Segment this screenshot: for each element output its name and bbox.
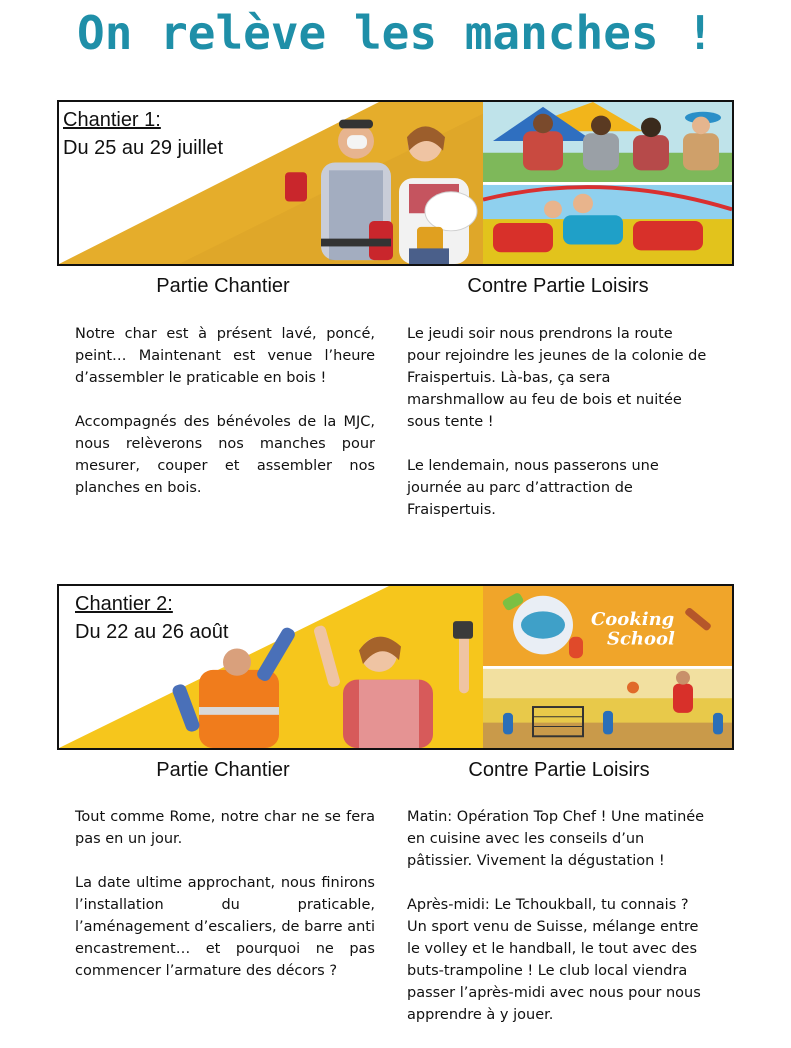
chantier2-heading bbox=[75, 590, 228, 646]
page-title: On relève les manches ! bbox=[77, 6, 714, 60]
chantier1-name: Chantier 1: bbox=[63, 109, 161, 131]
chantier1-leisure-photos bbox=[483, 102, 732, 264]
chantier1-left-title: Partie Chantier bbox=[156, 275, 290, 297]
chantier2-right-paragraph: Matin: Opération Top Chef ! Une matinée en cuisine avec les conseils d’un pâtissier. Vivement la dégustation ! bbox=[407, 809, 705, 869]
chantier2-left-text bbox=[75, 806, 375, 1004]
cooking-school-label-2: School bbox=[607, 628, 675, 650]
chantier1-right-text bbox=[407, 323, 707, 543]
cooking-school-label-1: Cooking bbox=[591, 609, 675, 630]
chantier2-name: Chantier 2: bbox=[75, 593, 173, 615]
chantier2-right-paragraph: Après-midi: Le Tchoukball, tu connais ? Un sport venu de Suisse, mélange entre le volley et le handball, le tout avec des buts-trampoline ! Le club local viendra passer l’après-midi avec nous pour nous apprendre à y jouer. bbox=[407, 897, 701, 1023]
chantier1-left-text bbox=[75, 323, 375, 521]
chantier2-left-title: Partie Chantier bbox=[156, 759, 290, 781]
chantier2-left-paragraph: Tout comme Rome, notre char ne se fera pas en un jour. bbox=[75, 809, 375, 847]
chantier1-left-paragraph: Notre char est à présent lavé, poncé, peint… Maintenant est venue l’heure d’assembler le praticable en bois ! bbox=[75, 326, 375, 386]
chantier1-heading bbox=[63, 106, 223, 162]
chantier2-right-text bbox=[407, 806, 707, 1048]
chantier2-left-paragraph: La date ultime approchant, nous finirons l’installation du praticable, l’aménagement d’escaliers, de barre anti encastrement… et pourquoi ne pas commencer l’armature des décors ? bbox=[75, 875, 375, 979]
chantier1-dates: Du 25 au 29 juillet bbox=[63, 137, 224, 159]
chantier1-right-title: Contre Partie Loisirs bbox=[467, 275, 649, 297]
chantier2-leisure-photos bbox=[483, 586, 732, 748]
chantier2-right-title: Contre Partie Loisirs bbox=[468, 759, 650, 781]
chantier2-dates: Du 22 au 26 août bbox=[75, 621, 229, 643]
chantier1-left-paragraph: Accompagnés des bénévoles de la MJC, nous relèverons nos manches pour mesurer, couper et assembler nos planches en bois. bbox=[75, 414, 375, 496]
chantier1-banner bbox=[57, 100, 734, 266]
chantier1-right-paragraph: Le lendemain, nous passerons une journée au parc d’attraction de Fraispertuis. bbox=[407, 458, 659, 518]
chantier1-right-paragraph: Le jeudi soir nous prendrons la route pour rejoindre les jeunes de la colonie de Fraispertuis. Là-bas, ça sera marshmallow au feu de bois et nuitée sous tente ! bbox=[407, 326, 707, 430]
chantier2-banner bbox=[57, 584, 734, 750]
